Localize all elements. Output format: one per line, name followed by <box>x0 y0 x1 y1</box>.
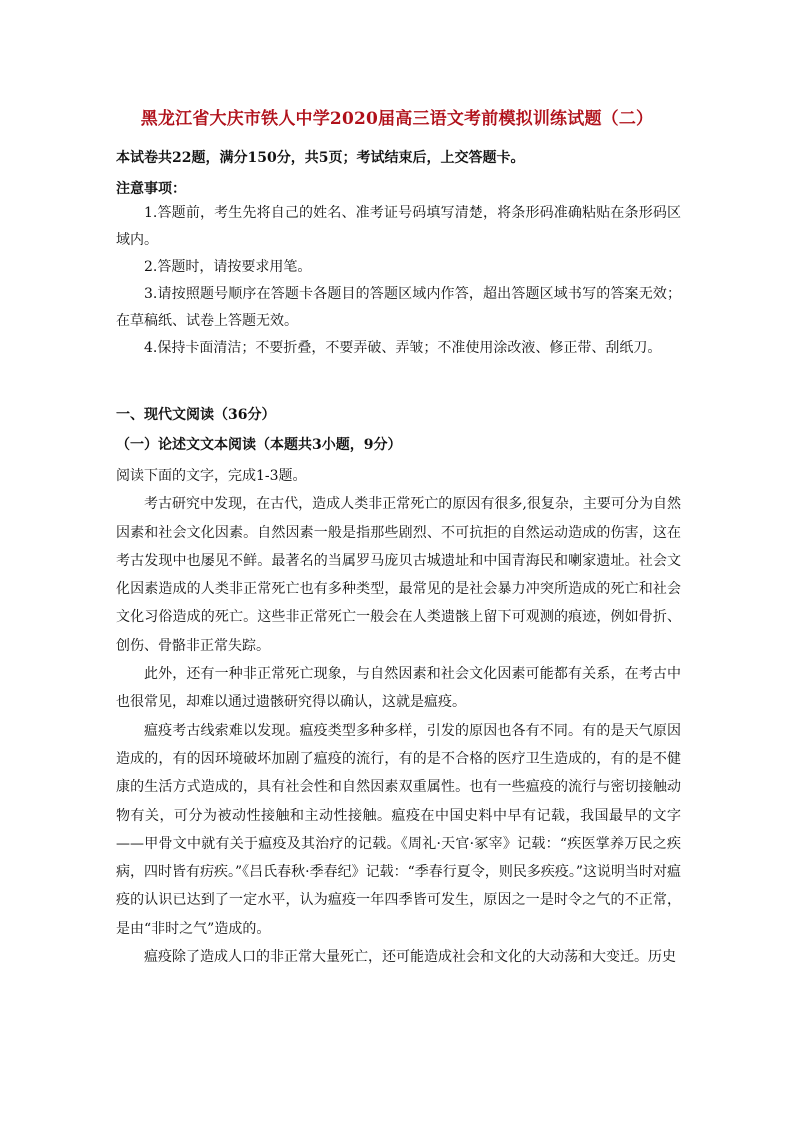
notice-item: 4.保持卡面清洁；不要折叠，不要弄破、弄皱；不准使用涂改液、修正带、刮纸刀。 <box>144 340 662 356</box>
notice-item: 3.请按照题号顺序在答题卡各题目的答题区域内作答，超出答题区域书写的答案无效；在草稿纸、试卷上答题无效。 <box>116 286 681 329</box>
notice-item: 2.答题时，请按要求用笔。 <box>144 259 312 275</box>
exam-info: 本试卷共22题，满分150分，共5页；考试结束后，上交答题卡。 <box>116 150 525 166</box>
notice-heading: 注意事项： <box>116 181 186 197</box>
subsection-heading: （一）论述文文本阅读（本题共3小题，9分） <box>116 437 402 453</box>
instruction-text: 阅读下面的文字，完成1-3题。 <box>116 468 307 484</box>
reading-passage <box>116 462 681 971</box>
notice-item: 1.答题前，考生先将自己的姓名、准考证号码填写清楚，将条形码准确粘贴在条形码区域内。 <box>116 205 681 248</box>
page-title: 黑龙江省大庆市铁人中学2020届高三语文考前模拟训练试题（二） <box>140 109 654 129</box>
passage-paragraph: 此外，还有一种非正常死亡现象，与自然因素和社会文化因素可能都有关系，在考古中也很常见，却难以通过遗骸研究得以确认，这就是瘟疫。 <box>116 666 681 711</box>
section-heading: 一、现代文阅读（36分） <box>116 407 276 423</box>
passage-paragraph: 瘟疫考古线索难以发现。瘟疫类型多种多样，引发的原因也各有不同。有的是天气原因造成的，有的因环境破坏加剧了瘟疫的流行，有的是不合格的医疗卫生造成的，有的是不健康的生活方式造成的，具有社会性和自然因素双重属性。也有一些瘟疫的流行与密切接触动物有关，可分为被动性接触和主动性接触。瘟疫在中国史料中早有记载，我国最早的文字——甲骨文中就有关于瘟疫及其治疗的记载。《周礼·天官·冢宰》记载：“疾医掌养万民之疾病，四时皆有疠疾。”《吕氏春秋·季春纪》记载：“季春行夏令，则民多疾疫。”这说明当时对瘟疫的认识已达到了一定水平，认为瘟疫一年四季皆可发生，原因之一是时令之气的不正常，是由“非时之气”造成的。 <box>116 722 681 937</box>
notice-list <box>116 200 681 362</box>
passage-paragraph: 瘟疫除了造成人口的非正常大量死亡，还可能造成社会和文化的大动荡和大变迁。历史 <box>144 949 676 966</box>
passage-paragraph: 考古研究中发现，在古代，造成人类非正常死亡的原因有很多,很复杂，主要可分为自然因素和社会文化因素。自然因素一般是指那些剧烈、不可抗拒的自然运动造成的伤害，这在考古发现中也屡见不鲜。最著名的当属罗马庞贝古城遗址和中国青海民和喇家遗址。社会文化因素造成的人类非正常死亡也有多种类型，最常见的是社会暴力冲突所造成的死亡和社会文化习俗造成的死亡。这些非正常死亡一般会在人类遗骸上留下可观测的痕迹，例如骨折、创伤、骨骼非正常失踪。 <box>116 496 681 654</box>
